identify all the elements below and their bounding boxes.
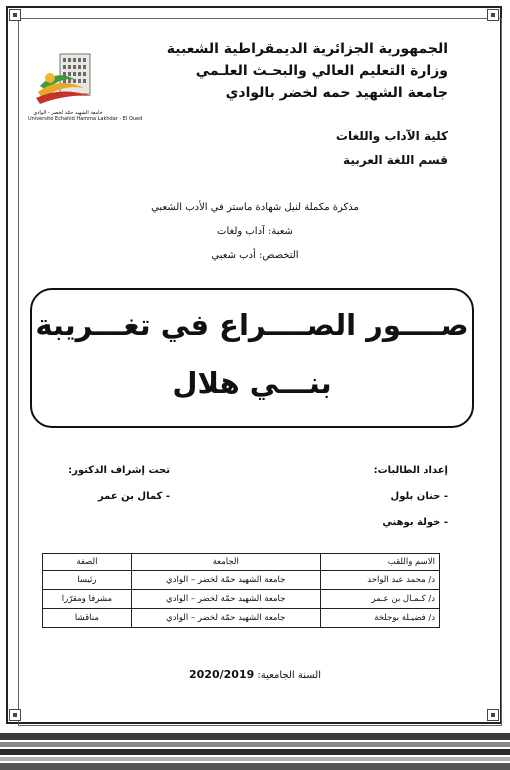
jury-member-name: د/ محمد عبد الواحد bbox=[320, 571, 439, 590]
thesis-title-line2: بنـــي هلال bbox=[172, 366, 332, 400]
footer-bar bbox=[0, 757, 510, 761]
students-block bbox=[374, 458, 448, 536]
students-label: إعداد الطالبات: bbox=[373, 465, 448, 476]
border-corner-ornament bbox=[487, 9, 499, 21]
institution-header bbox=[167, 38, 448, 104]
jury-table bbox=[42, 553, 440, 628]
memo-specialty: التخصص: أدب شعبي bbox=[211, 250, 299, 261]
memo-branch: شعبة: آداب ولغات bbox=[217, 226, 293, 237]
border-corner-ornament bbox=[9, 709, 21, 721]
republic-name: الجمهورية الجزائرية الديمقراطية الشعبية bbox=[166, 41, 448, 57]
thesis-title-box bbox=[30, 288, 474, 428]
footer-bar bbox=[0, 733, 510, 740]
jury-member-role: رئيسا bbox=[43, 571, 132, 590]
supervisor-block bbox=[60, 458, 170, 510]
faculty-block bbox=[336, 124, 448, 172]
jury-row bbox=[43, 609, 440, 628]
academic-year-value: 2020/2019 bbox=[189, 668, 255, 681]
ministry-name: وزارة التعليم العالي والبحـث العلـمي bbox=[195, 63, 448, 79]
footer-bar bbox=[0, 763, 510, 770]
academic-year bbox=[0, 668, 510, 681]
student-name: - خولة بوهني bbox=[382, 517, 448, 528]
jury-header-row bbox=[43, 554, 440, 571]
footer-decorative-bars bbox=[0, 733, 510, 770]
jury-member-name: د/ فضيـلة بوجلخة bbox=[320, 609, 439, 628]
jury-header-role: الصفة bbox=[43, 554, 132, 571]
jury-member-university: جامعة الشهيد حمّة لخضر – الوادي bbox=[131, 571, 320, 590]
memo-purpose: مذكرة مكملة لنيل شهادة ماستر في الأدب الشعبي bbox=[151, 202, 359, 213]
logo-caption: جامعة الشهيد حمّة لخضر - الوادي Université Echahid Hamma Lakhdar - El Oued bbox=[28, 110, 143, 122]
jury-member-name: د/ كـمـال بن عـمر bbox=[320, 590, 439, 609]
university-name: جامعة الشهيد حمه لخضر بالوادي bbox=[225, 85, 448, 101]
jury-member-university: جامعة الشهيد حمّة لخضر – الوادي bbox=[131, 590, 320, 609]
jury-member-role: مشرفا ومقرّرا bbox=[43, 590, 132, 609]
jury-header-university: الجامعة bbox=[131, 554, 320, 571]
footer-bar bbox=[0, 749, 510, 755]
supervisor-label: تحت إشراف الدكتور: bbox=[68, 465, 170, 476]
border-corner-ornament bbox=[9, 9, 21, 21]
jury-row bbox=[43, 571, 440, 590]
jury-header-name: الاسم واللقب bbox=[320, 554, 439, 571]
academic-year-label: السنة الجامعية: bbox=[257, 670, 321, 681]
jury-row bbox=[43, 590, 440, 609]
student-name: - حنان بلول bbox=[390, 491, 448, 502]
jury-member-role: مناقشا bbox=[43, 609, 132, 628]
university-logo bbox=[36, 46, 96, 112]
department-name: قسم اللغة العربية bbox=[343, 153, 448, 167]
supervisor-name: - كمال بن عمر bbox=[97, 491, 170, 502]
jury-member-university: جامعة الشهيد حمّة لخضر – الوادي bbox=[131, 609, 320, 628]
thesis-title-line1: صــــور الصــــراع في تغـــريبة bbox=[35, 308, 469, 342]
footer-bar bbox=[0, 742, 510, 747]
border-corner-ornament bbox=[487, 709, 499, 721]
college-name: كلية الآداب واللغات bbox=[335, 129, 448, 143]
